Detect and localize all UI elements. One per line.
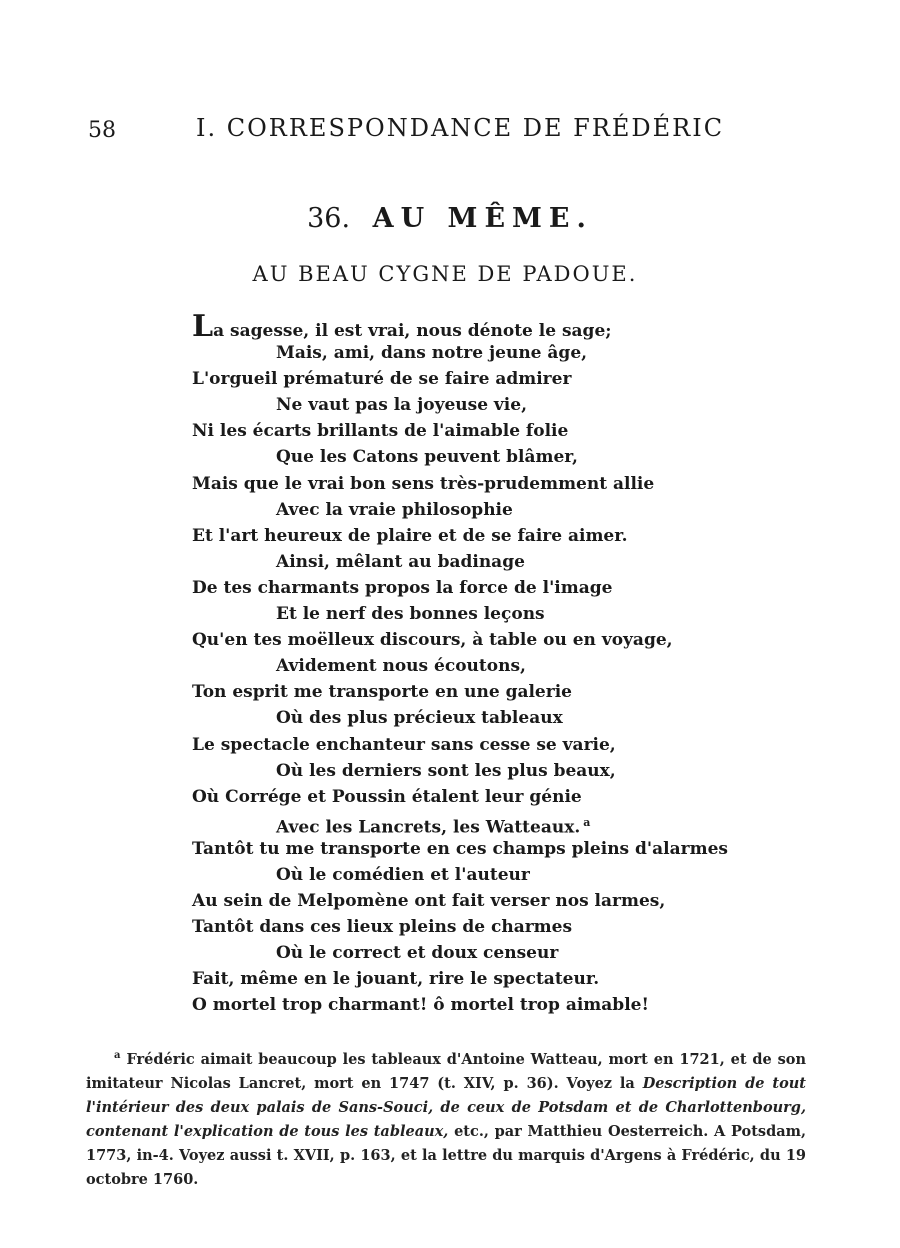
poem-line: Et l'art heureux de plaire et de se faire aimer.	[192, 525, 628, 546]
poem-line: Avec la vraie philosophie	[276, 499, 513, 520]
running-title: I. CORRESPONDANCE DE FRÉDÉRIC	[196, 114, 725, 142]
poem-line: Ainsi, mêlant au badinage	[276, 551, 525, 572]
poem-line: Que les Catons peuvent blâmer,	[276, 447, 578, 468]
poem-line: Mais, ami, dans notre jeune âge,	[276, 343, 588, 364]
poem-line: Où le correct et doux censeur	[276, 943, 559, 964]
letter-title: AU MÊME.	[372, 203, 593, 234]
running-head	[0, 114, 900, 144]
footnote	[86, 1044, 806, 1192]
poem-line: Tantôt dans ces lieux pleins de charmes	[192, 917, 573, 938]
poem-line: Où des plus précieux tableaux	[276, 708, 563, 729]
footnote-text: etc., par Matthieu Oesterreich. A Potsdam, 1773, in-4. Voyez aussi t. XVII, p. 163, et la lettre du marquis d'Argens à Frédéric, du 19 octobre 1760.	[86, 1122, 806, 1188]
drop-cap: L	[192, 309, 214, 344]
footnote-marker[interactable]: a	[583, 815, 591, 829]
poem-line-text: Avec les Lancrets, les Watteaux.	[276, 817, 581, 838]
footnote-text: Frédéric aimait beaucoup les tableaux d'Antoine Watteau, mort en 1721, et de son imitateur Nicolas Lancret, mort en 1747 (t. XIV, p. 36). Voyez la	[86, 1050, 806, 1092]
poem-line: Au sein de Melpomène ont fait verser nos larmes,	[192, 891, 666, 912]
poem-line: Ton esprit me transporte en une galerie	[192, 682, 572, 703]
poem-line: Où Corrége et Poussin étalent leur génie	[192, 786, 582, 807]
letter-heading	[0, 203, 900, 234]
poem-line: Tantôt tu me transporte en ces champs pleins d'alarmes	[192, 838, 728, 859]
poem-line	[192, 309, 812, 344]
poem-line: O mortel trop charmant! ô mortel trop aimable!	[192, 995, 649, 1016]
poem-line: Où le comédien et l'auteur	[276, 864, 530, 885]
poem-line: Qu'en tes moëlleux discours, à table ou en voyage,	[192, 630, 673, 651]
poem-line: Avidement nous écoutons,	[276, 656, 526, 677]
footnote-marker: a	[114, 1050, 121, 1061]
poem-line: Fait, même en le jouant, rire le spectateur.	[192, 969, 600, 990]
poem	[192, 309, 812, 1019]
poem-title: AU BEAU CYGNE DE PADOUE.	[252, 262, 638, 286]
poem-line: De tes charmants propos la force de l'image	[192, 577, 613, 598]
page-number: 58	[88, 118, 116, 143]
poem-line: Où les derniers sont les plus beaux,	[276, 760, 616, 781]
poem-line-text: a sagesse, il est vrai, nous dénote le sage;	[213, 321, 612, 341]
poem-line: Mais que le vrai bon sens très-prudemment allie	[192, 473, 655, 494]
poem-line: Ne vaut pas la joyeuse vie,	[276, 395, 527, 416]
poem-line	[192, 810, 812, 836]
poem-line: Ni les écarts brillants de l'aimable folie	[192, 421, 569, 442]
letter-number: 36.	[307, 203, 351, 234]
poem-line: L'orgueil prématuré de se faire admirer	[192, 369, 572, 390]
poem-line: Et le nerf des bonnes leçons	[276, 604, 545, 625]
footnote-book-title: Description de tout l'intérieur des deux palais de Sans-Souci, de ceux de Potsdam et de Charlottenbourg, contenant l'explication de tous les tableaux,	[86, 1074, 806, 1140]
poem-line: Le spectacle enchanteur sans cesse se varie,	[192, 734, 616, 755]
